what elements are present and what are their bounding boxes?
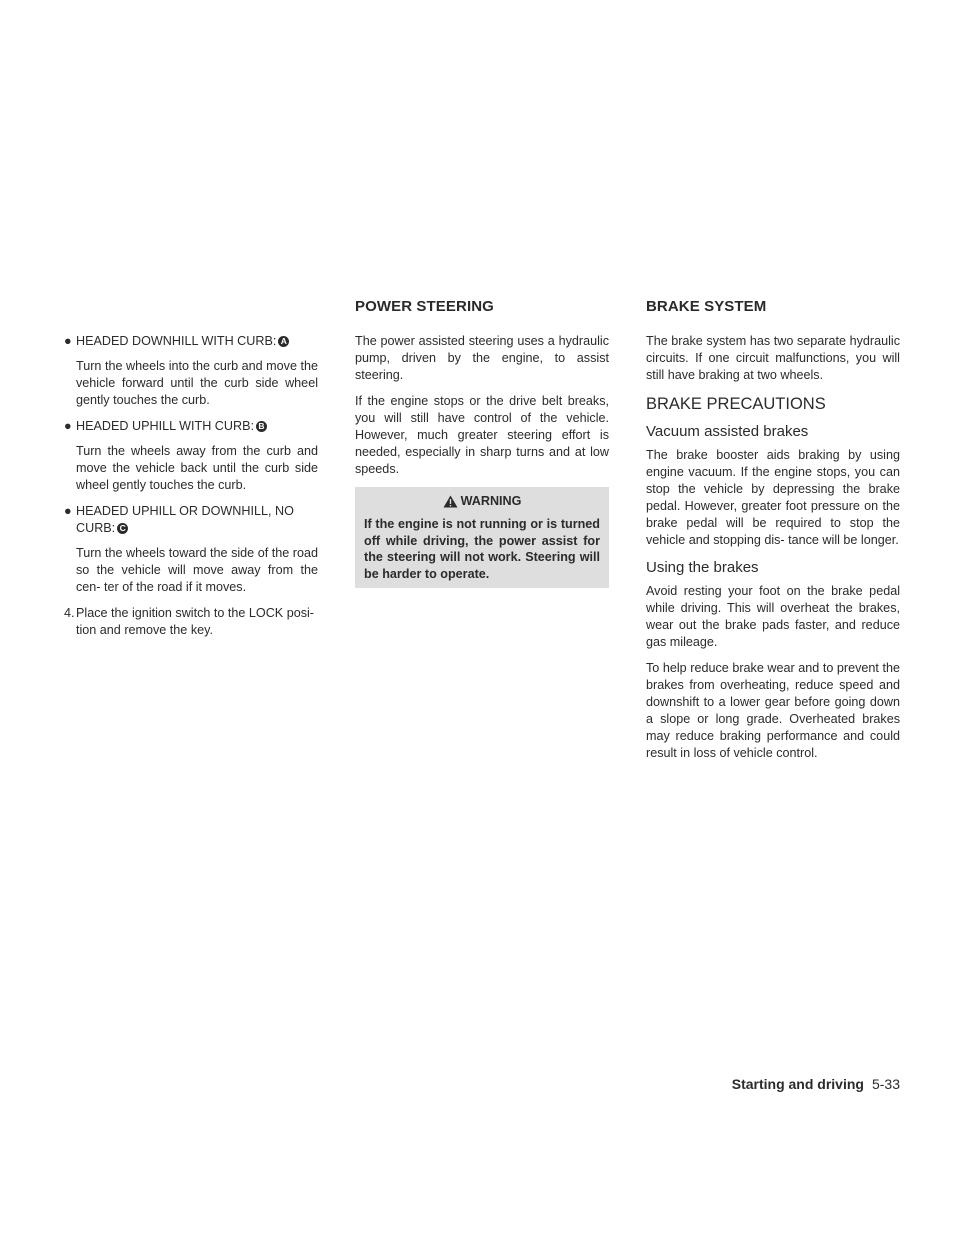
marker-b-icon: B (256, 421, 267, 432)
page-number: 5-33 (871, 1076, 900, 1092)
step-number: 4. (64, 606, 75, 620)
warning-text: If the engine is not running or is turned off while driving, the power assist for the steering will not work. Steering will be harder to operate. (364, 517, 600, 581)
chapter-name: Starting and driving (731, 1076, 864, 1092)
paragraph: The power assisted steering uses a hydraulic pump, driven by the engine, to assist steering. (355, 334, 609, 382)
paragraph: Avoid resting your foot on the brake pedal while driving. This will overheat the brakes, wear out the brake pads faster, and reduce gas mileage. (646, 584, 900, 649)
warning-triangle-icon (443, 495, 458, 508)
bullet-body: Turn the wheels away from the curb and move the vehicle back until the curb side wheel gently touches the curb. (76, 444, 318, 492)
paragraph: The brake booster aids braking by using engine vacuum. If the engine stops, you can stop the vehicle by depressing the brake pedal. However, greater foot pressure on the brake pedal will be required to stop the vehicle and stopping dis- tance will be longer. (646, 448, 900, 547)
bullet-body: Turn the wheels into the curb and move the vehicle forward until the curb side wheel gently touches the curb. (76, 359, 318, 407)
vacuum-brakes-heading: Vacuum assisted brakes (646, 423, 809, 440)
step-item (64, 605, 318, 648)
paragraph: If the engine stops or the drive belt breaks, you will still have control of the vehicle. However, much greater steering effort is needed, especially in sharp turns and at low speeds. (355, 394, 609, 476)
bullet-icon: ● (64, 504, 72, 518)
bullet-heading: HEADED DOWNHILL WITH CURB: (76, 334, 277, 348)
bullet-icon: ● (64, 419, 72, 433)
bullet-item (64, 503, 318, 537)
bullet-heading: HEADED UPHILL WITH CURB: (76, 419, 254, 433)
power-steering-title: POWER STEERING (355, 298, 494, 315)
page-footer (732, 1076, 900, 1092)
bullet-item (64, 333, 318, 350)
paragraph: To help reduce brake wear and to prevent the brakes from overheating, reduce speed and downshift to a lower gear before going down a slope or long grade. Overheated brakes may reduce braking performance and could result in loss of vehicle control. (646, 661, 900, 760)
warning-title: WARNING (460, 494, 522, 508)
bullet-icon: ● (64, 334, 72, 348)
step-text: Place the ignition switch to the LOCK posi- tion and remove the key. (76, 606, 315, 637)
power-steering-column (355, 333, 609, 588)
paragraph: The brake system has two separate hydraulic circuits. If one circuit malfunctions, you will still have braking at two wheels. (646, 334, 900, 382)
parking-instructions-column (64, 333, 318, 648)
brake-system-column (646, 333, 900, 771)
bullet-heading: HEADED UPHILL OR DOWNHILL, NO CURB: (76, 504, 294, 535)
brake-precautions-heading: BRAKE PRECAUTIONS (646, 395, 826, 413)
warning-box (355, 487, 609, 588)
using-brakes-heading: Using the brakes (646, 559, 759, 576)
bullet-item (64, 418, 318, 435)
bullet-body: Turn the wheels toward the side of the road so the vehicle will move away from the cen- ter of the road if it moves. (76, 546, 318, 594)
marker-a-icon: A (278, 336, 289, 347)
marker-c-icon: C (117, 523, 128, 534)
brake-system-title: BRAKE SYSTEM (646, 298, 767, 315)
